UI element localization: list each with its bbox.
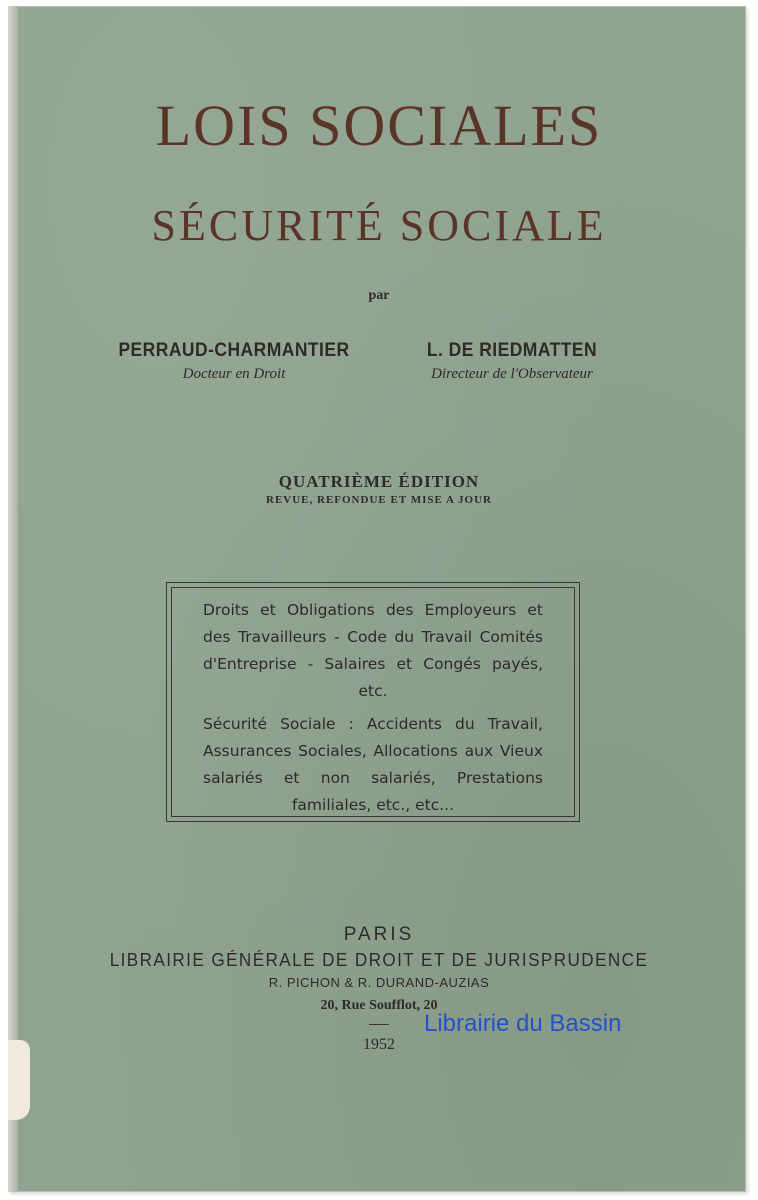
author-2-role: Directeur de l'Observateur xyxy=(431,366,593,382)
edition-note: REVUE, REFONDUE ET MISE A JOUR xyxy=(266,494,492,506)
contents-paragraph-1: Droits et Obligations des Employeurs et des Travailleurs - Code du Travail Comités d'Entreprise - Salaires et Congés payés, etc. xyxy=(203,601,543,700)
author-2 xyxy=(362,340,662,383)
publisher-address: 20, Rue Soufflot, 20 xyxy=(320,998,438,1013)
publication-place: PARIS xyxy=(343,924,415,945)
book-title: LOIS SOCIALES xyxy=(155,93,603,158)
edition-block xyxy=(0,472,758,506)
author-1 xyxy=(84,340,384,383)
author-1-role: Docteur en Droit xyxy=(182,366,286,382)
contents-paragraph-2: Sécurité Sociale : Accidents du Travail, Assurances Sociales, Allocations aux Vieux salariés et non salariés, Prestations familiales, etc., etc... xyxy=(203,715,543,814)
publisher-editors: R. PICHON & R. DURAND-AUZIAS xyxy=(268,975,490,990)
edition-label: QUATRIÈME ÉDITION xyxy=(278,472,480,491)
publisher-name: LIBRAIRIE GÉNÉRALE DE DROIT ET DE JURISPRUDENCE xyxy=(109,950,649,970)
book-subtitle: SÉCURITÉ SOCIALE xyxy=(151,201,607,250)
contents-text xyxy=(203,597,543,825)
author-1-name: PERRAUD-CHARMANTIER xyxy=(118,340,350,361)
spine-edge xyxy=(8,6,18,1192)
contents-box xyxy=(166,582,580,822)
author-2-name: L. DE RIEDMATTEN xyxy=(426,340,598,361)
by-line: par xyxy=(368,288,390,303)
bookseller-watermark: Librairie du Bassin xyxy=(424,1010,622,1037)
divider-rule xyxy=(369,1024,389,1025)
publication-year: 1952 xyxy=(363,1036,395,1053)
